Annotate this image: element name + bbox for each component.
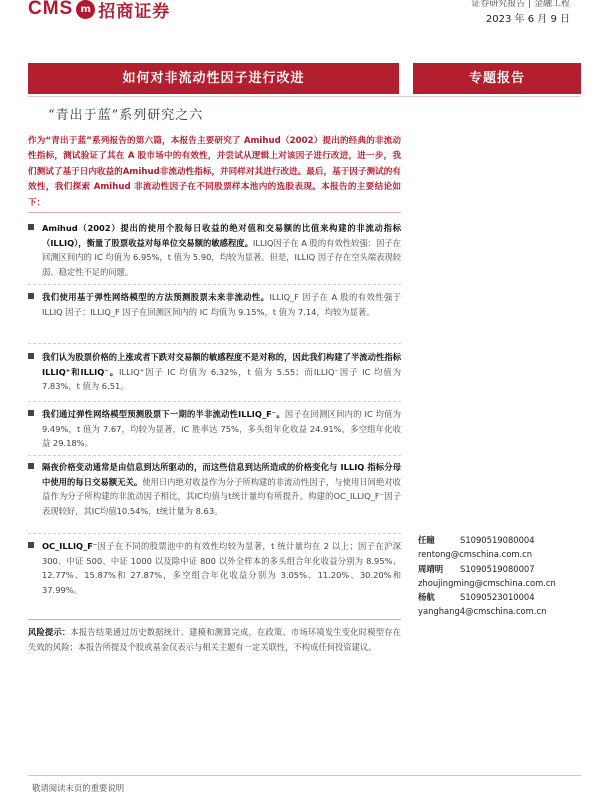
- analyst-name: 周靖明: [418, 563, 444, 574]
- analyst-license-id: S1090519080004: [460, 535, 535, 545]
- analyst-email[interactable]: yanghang4@cmschina.com.cn: [418, 606, 547, 617]
- analyst-email[interactable]: rentong@cmschina.com.cn: [418, 549, 533, 560]
- tag-banner: [413, 63, 581, 94]
- analyst-name: 任瞳: [418, 535, 435, 545]
- report-date: 2023 年 6 月 9 日: [485, 14, 570, 25]
- bullet-text: [42, 290, 401, 319]
- bullet-body: ILLIQ_F 因子在 A 股的有效性强于 ILLIQ 因子：ILLIQ_F 因子在回测区间内的 IC 均值为 9.15%，t 值为 7.14，均较为显著。: [42, 292, 401, 317]
- analyst-list: [418, 533, 588, 619]
- bullet-divider: [28, 284, 401, 285]
- bullet-lead: 我们使用基于弹性网络模型的方法预测股票未来非流动性。: [42, 292, 270, 302]
- logo-cms-text: CMS: [28, 0, 74, 19]
- bullet-divider: [28, 533, 401, 534]
- analyst-license-id: S1090519080007: [460, 563, 535, 574]
- bullet-lead: Amihud（2002）提出的使用个股每日收益的绝对值和交易额的比值来构建的非流动指标（ILLIQ），衡量了股票收益对每单位交易额的敏感程度。: [42, 223, 401, 248]
- abstract-paragraph: 作为“青出于蓝”系列报告的第六篇，本报告主要研究了 Amihud（2002）提出的经典的非流动性指标，测试验证了其在 A 股市场中的有效性，并尝试从逻辑上对该因子进行改进，进一步，我们测试了基于日内收益的Amihud非流动性指标，并同样对其进行改进。最后，基于因子测试的有效性，我们探索 Amihud 非流动性因子在不同股票样本池内的选股表现。本报告的主要结论如下：: [28, 136, 401, 208]
- bullet-square-icon: [28, 542, 34, 548]
- bullet-lead: 隔夜价格变动通常是由信息到达所驱动的，而这些信息到达所造成的价格变化与 ILLIQ 指标分母中使用的每日交易额无关。: [42, 462, 401, 487]
- bullet-square-icon: [28, 293, 34, 299]
- bullet-lead: OC_ILLIQ_F⁻: [42, 541, 98, 551]
- analyst-email-row: [418, 576, 588, 590]
- bullet-divider: [28, 343, 401, 344]
- bullet-text: [42, 350, 401, 394]
- bullet-square-icon: [28, 463, 34, 469]
- report-subtitle: “青出于蓝”系列研究之六: [48, 108, 204, 123]
- bullet-lead: 我们通过弹性网络模型预测股票下一期的半非流动性ILLIQ_F⁻。: [42, 409, 285, 419]
- bullet-divider: [28, 401, 401, 402]
- analyst-row: [418, 590, 588, 604]
- bullet-body: ILLIQ⁺因子 IC 均值为 6.32%，t 值为 5.55；而ILLIQ⁻因子 IC 均值为 7.83%，t 值为 6.51。: [42, 366, 401, 392]
- bullet-text: [42, 221, 401, 280]
- report-tag: 专题报告: [468, 71, 525, 86]
- bullet-text: [42, 539, 401, 598]
- analyst-email[interactable]: zhoujingming@cmschina.com.cn: [418, 577, 556, 588]
- logo-badge-icon: m: [76, 0, 95, 19]
- analyst-name: 杨航: [418, 592, 435, 603]
- abstract-divider: [28, 212, 401, 213]
- bullet-body: 因子在回测区间内的 IC 均值为 9.49%，t 值为 7.67，均较为显著，IC 胜率达 75%，多头组年化收益 24.91%，多空组年化收益 29.18%。: [42, 409, 401, 449]
- header-divider: [28, 96, 581, 97]
- analyst-row: [418, 533, 588, 547]
- risk-warning: [28, 625, 401, 655]
- bullet-body: 因子在不同的股票池中的有效性均较为显著，t 统计量均在 2 以上；因子在沪深 300、中证 500、中证 1000 以及除中证 800 以外全样本的多头组合年化收益分别为 8.95%、12.77%、15.87%和 27.87%，多空组合年化收益分别为 3.05%、11.20%、30.20%和 37.99%。: [42, 541, 401, 596]
- bullet-square-icon: [28, 353, 34, 359]
- bullet-body: 使用日内绝对收益作为分子所构建的非流动性因子，与使用日间绝对收益作为分子所构建的非流动因子相比，其IC均值与t统计量均有所提升。构建的OC_ILLIQ_F⁻因子表现较好，其IC均值10.54%，t统计量为 8.63。: [42, 476, 401, 517]
- footer-divider: [28, 775, 581, 776]
- bullet-divider: [28, 455, 401, 456]
- bullet-square-icon: [28, 410, 34, 416]
- company-logo: [28, 0, 218, 24]
- bullet-text: [42, 460, 401, 519]
- footer-note: 敬请阅读末页的重要说明: [32, 783, 125, 793]
- bullet-text: [42, 407, 401, 451]
- title-banner: [28, 63, 399, 94]
- risk-body: 本报告结果通过历史数据统计、建模和测算完成，在政策、市场环境发生变化时模型存在失效的风险；本报告所提及个股或基金仅表示与相关主题有一定关联性，不构成任何投资建议。: [28, 627, 401, 652]
- bullet-lead: 我们认为股票价格的上涨或者下跌对交易额的敏感程度不是对称的，因此我们构建了半流动性指标ILLIQ⁺和ILLIQ⁻。: [42, 352, 401, 377]
- report-type: 证券研究报告 | 金融工程: [471, 0, 570, 9]
- bullet-square-icon: [28, 224, 34, 230]
- risk-divider: [28, 619, 401, 620]
- risk-lead: 风险提示：: [28, 627, 71, 637]
- analyst-row: [418, 562, 588, 576]
- analyst-license-id: S1090523010004: [460, 592, 535, 603]
- report-title: 如何对非流动性因子进行改进: [122, 71, 305, 86]
- bullet-body: ILLIQ因子在 A 股的有效性较强：因子在回测区间内的 IC 均值为 6.95%，t 值为 5.90，均较为显著。但是，ILLIQ 因子存在空头端表现较弱、稳定性不足的问题。: [42, 237, 401, 278]
- analyst-email-row: [418, 547, 588, 561]
- analyst-email-row: [418, 604, 588, 618]
- logo-chinese-name: 招商证券: [98, 1, 171, 22]
